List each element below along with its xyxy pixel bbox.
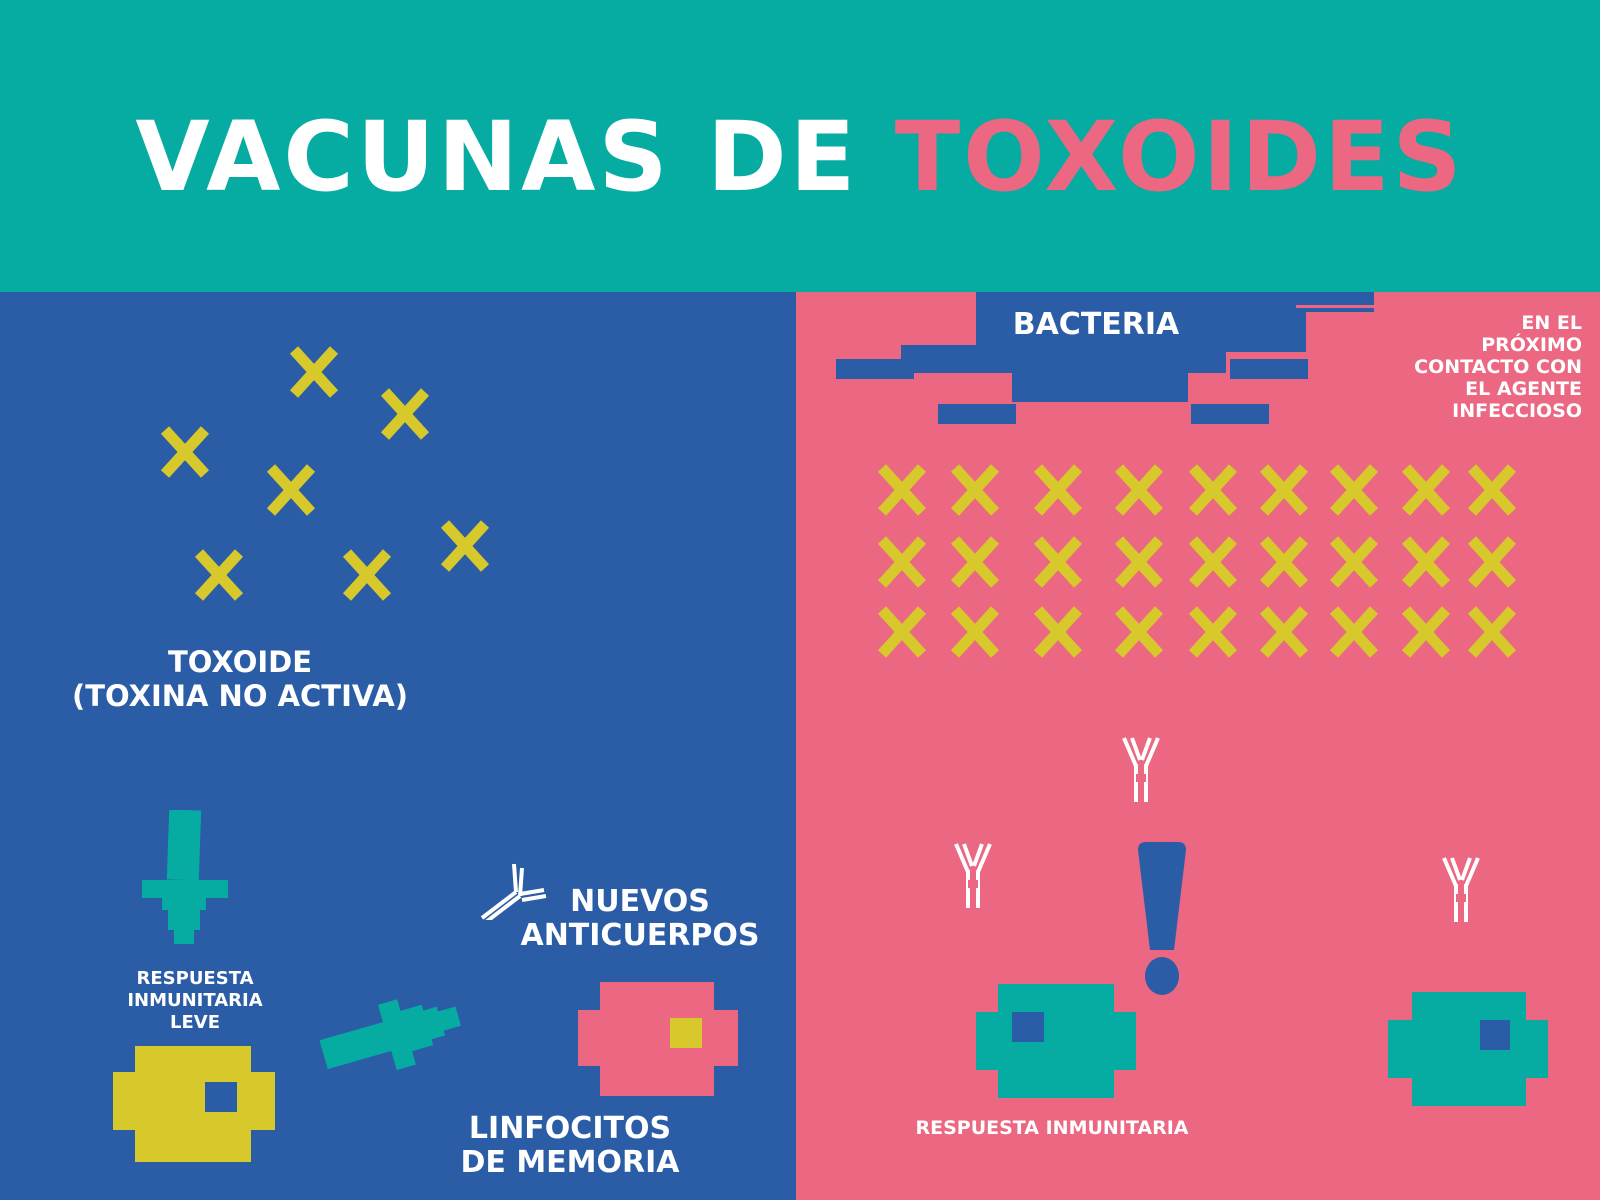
next-contact-label: EN EL PRÓXIMO CONTACTO CON EL AGENTE INFECCIOSO (1414, 312, 1582, 422)
page-title (0, 102, 1600, 212)
toxoid-x-icon (265, 462, 317, 518)
toxin-x-icon (949, 462, 1001, 518)
syringe-down-icon (138, 810, 230, 952)
antibody-icon (1440, 854, 1482, 924)
toxoid-x-icon (193, 547, 245, 603)
mild-response-label: RESPUESTA INMUNITARIA LEVE (127, 968, 263, 1033)
toxin-x-icon (1258, 534, 1310, 590)
title-part-1: VACUNAS DE (135, 101, 895, 213)
antibody-icon (952, 840, 994, 910)
toxin-x-icon (1400, 604, 1452, 660)
cell-nucleus (1480, 1020, 1510, 1050)
toxin-x-icon (1328, 604, 1380, 660)
toxin-x-icon (1113, 604, 1165, 660)
cell-nucleus (205, 1082, 237, 1112)
toxin-x-icon (1113, 462, 1165, 518)
toxin-x-icon (876, 462, 928, 518)
toxoid-x-icon (159, 424, 211, 480)
toxin-x-icon (949, 534, 1001, 590)
cell-nucleus (670, 1018, 702, 1048)
toxin-x-icon (1328, 534, 1380, 590)
toxin-x-icon (1400, 462, 1452, 518)
toxin-x-icon (1187, 534, 1239, 590)
toxin-x-icon (1032, 604, 1084, 660)
toxoid-x-icon (379, 386, 431, 442)
toxin-x-icon (1466, 534, 1518, 590)
syringe-left-icon (320, 982, 465, 1082)
toxin-x-icon (1187, 604, 1239, 660)
toxin-x-icon (1466, 604, 1518, 660)
toxin-x-icon (1258, 604, 1310, 660)
toxin-x-icon (1113, 534, 1165, 590)
immune-response-label: RESPUESTA INMUNITARIA (915, 1117, 1189, 1139)
toxin-x-icon (876, 534, 928, 590)
new-antibodies-label: NUEVOS ANTICUERPOS (520, 884, 760, 953)
title-part-2-highlight: TOXOIDES (894, 101, 1465, 213)
bacteria-label: BACTERIA (1012, 307, 1180, 342)
antibody-icon (1120, 734, 1162, 804)
toxoid-x-icon (288, 344, 340, 400)
alert-exclamation-icon (1134, 840, 1190, 1000)
toxoid-x-icon (439, 518, 491, 574)
toxin-x-icon (1187, 462, 1239, 518)
toxin-x-icon (876, 604, 928, 660)
toxin-x-icon (1032, 534, 1084, 590)
memory-cell-pink (578, 982, 738, 1096)
toxin-x-icon (1032, 462, 1084, 518)
immune-cell-teal (1388, 992, 1548, 1106)
toxin-x-icon (1328, 462, 1380, 518)
memory-lymphocytes-label: LINFOCITOS DE MEMORIA (460, 1111, 680, 1180)
toxin-x-icon (1258, 462, 1310, 518)
infection-panel (796, 292, 1600, 1200)
immune-cell-teal (976, 984, 1136, 1098)
cell-nucleus (1012, 1012, 1044, 1042)
toxoid-label: TOXOIDE (TOXINA NO ACTIVA) (71, 645, 409, 713)
vaccine-panel (0, 292, 796, 1200)
toxoid-x-icon (341, 547, 393, 603)
toxin-x-icon (1466, 462, 1518, 518)
immune-cell-yellow (113, 1046, 275, 1162)
toxin-x-icon (949, 604, 1001, 660)
toxin-x-icon (1400, 534, 1452, 590)
header-banner (0, 0, 1600, 292)
